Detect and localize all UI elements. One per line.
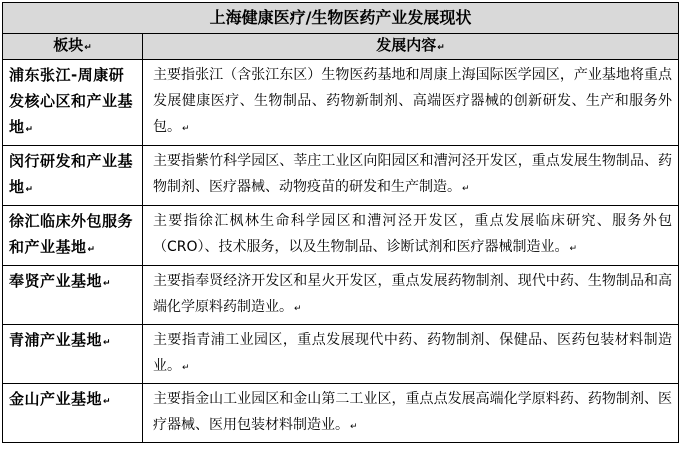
paragraph-mark-icon: ↵ bbox=[437, 43, 445, 53]
sector-cell bbox=[3, 60, 143, 146]
sector-cell bbox=[3, 325, 143, 384]
sector-cell bbox=[3, 206, 143, 266]
sector-cell bbox=[3, 266, 143, 325]
content-text: 主要指青浦工业园区，重点发展现代中药、药物制剂、保健品、医药包装材料制造业。 bbox=[153, 332, 673, 374]
sector-label: 奉贤产业基地 bbox=[9, 272, 103, 290]
table-container bbox=[2, 2, 678, 443]
table-row bbox=[3, 384, 679, 443]
content-cell bbox=[143, 266, 679, 325]
sector-label: 徐汇临床外包服务和产业基地 bbox=[9, 212, 134, 256]
header-sector-label: 板块 bbox=[53, 36, 84, 54]
title-row bbox=[3, 3, 679, 34]
paragraph-mark-icon: ↵ bbox=[84, 43, 92, 53]
sector-cell bbox=[3, 384, 143, 443]
content-cell bbox=[143, 384, 679, 443]
table-row bbox=[3, 146, 679, 206]
paragraph-mark-icon: ↵ bbox=[350, 422, 358, 432]
sector-cell bbox=[3, 146, 143, 206]
header-content bbox=[143, 34, 679, 60]
paragraph-mark-icon: ↵ bbox=[103, 397, 112, 407]
content-text: 主要指张江（含张江东区）生物医药基地和周康上海国际医学园区，产业基地将重点发展健康医疗、生物制品、药物新制剂、高端医疗器械的创新研发、生产和服务外包。 bbox=[153, 67, 673, 135]
header-row bbox=[3, 34, 679, 60]
sector-label: 闵行研发和产业基地 bbox=[9, 152, 134, 196]
paragraph-mark-icon: ↵ bbox=[462, 184, 470, 194]
content-cell bbox=[143, 325, 679, 384]
content-text: 主要指徐汇枫林生命科学园区和漕河泾开发区，重点发展临床研究、服务外包（CRO）、技术服务，以及生物制品、诊断试剂和医疗器械制造业。 bbox=[153, 213, 673, 255]
paragraph-mark-icon: ↵ bbox=[87, 245, 96, 255]
paragraph-mark-icon: ↵ bbox=[103, 338, 112, 348]
sector-label: 浦东张江-周康研发核心区和产业基地 bbox=[9, 66, 134, 136]
paragraph-mark-icon: ↵ bbox=[294, 304, 302, 314]
header-sector bbox=[3, 34, 143, 60]
content-cell bbox=[143, 146, 679, 206]
paragraph-mark-icon: ↵ bbox=[25, 185, 34, 195]
paragraph-mark-icon: ↵ bbox=[25, 125, 34, 135]
content-text: 主要指金山工业园区和金山第二工业区，重点点发展高端化学原料药、药物制剂、医疗器械、医用包装材料制造业。 bbox=[153, 391, 673, 433]
table-row bbox=[3, 325, 679, 384]
header-content-label: 发展内容 bbox=[376, 36, 437, 54]
paragraph-mark-icon: ↵ bbox=[103, 279, 112, 289]
industry-table bbox=[2, 2, 679, 443]
table-row bbox=[3, 266, 679, 325]
content-text: 主要指紫竹科学园区、莘庄工业区向阳园区和漕河泾开发区，重点发展生物制品、药物制剂、医疗器械、动物疫苗的研发和生产制造。 bbox=[153, 153, 673, 195]
paragraph-mark-icon: ↵ bbox=[569, 244, 578, 254]
content-text: 主要指奉贤经济开发区和星火开发区，重点发展药物制剂、现代中药、生物制品和高端化学原料药制造业。 bbox=[153, 273, 673, 315]
table-title: 上海健康医疗/生物医药产业发展现状 bbox=[3, 3, 679, 34]
table-row bbox=[3, 206, 679, 266]
table-row bbox=[3, 60, 679, 146]
content-cell bbox=[143, 206, 679, 266]
sector-label: 青浦产业基地 bbox=[9, 331, 103, 349]
paragraph-mark-icon: ↵ bbox=[182, 124, 190, 134]
paragraph-mark-icon: ↵ bbox=[182, 363, 190, 373]
content-cell bbox=[143, 60, 679, 146]
sector-label: 金山产业基地 bbox=[9, 390, 103, 408]
